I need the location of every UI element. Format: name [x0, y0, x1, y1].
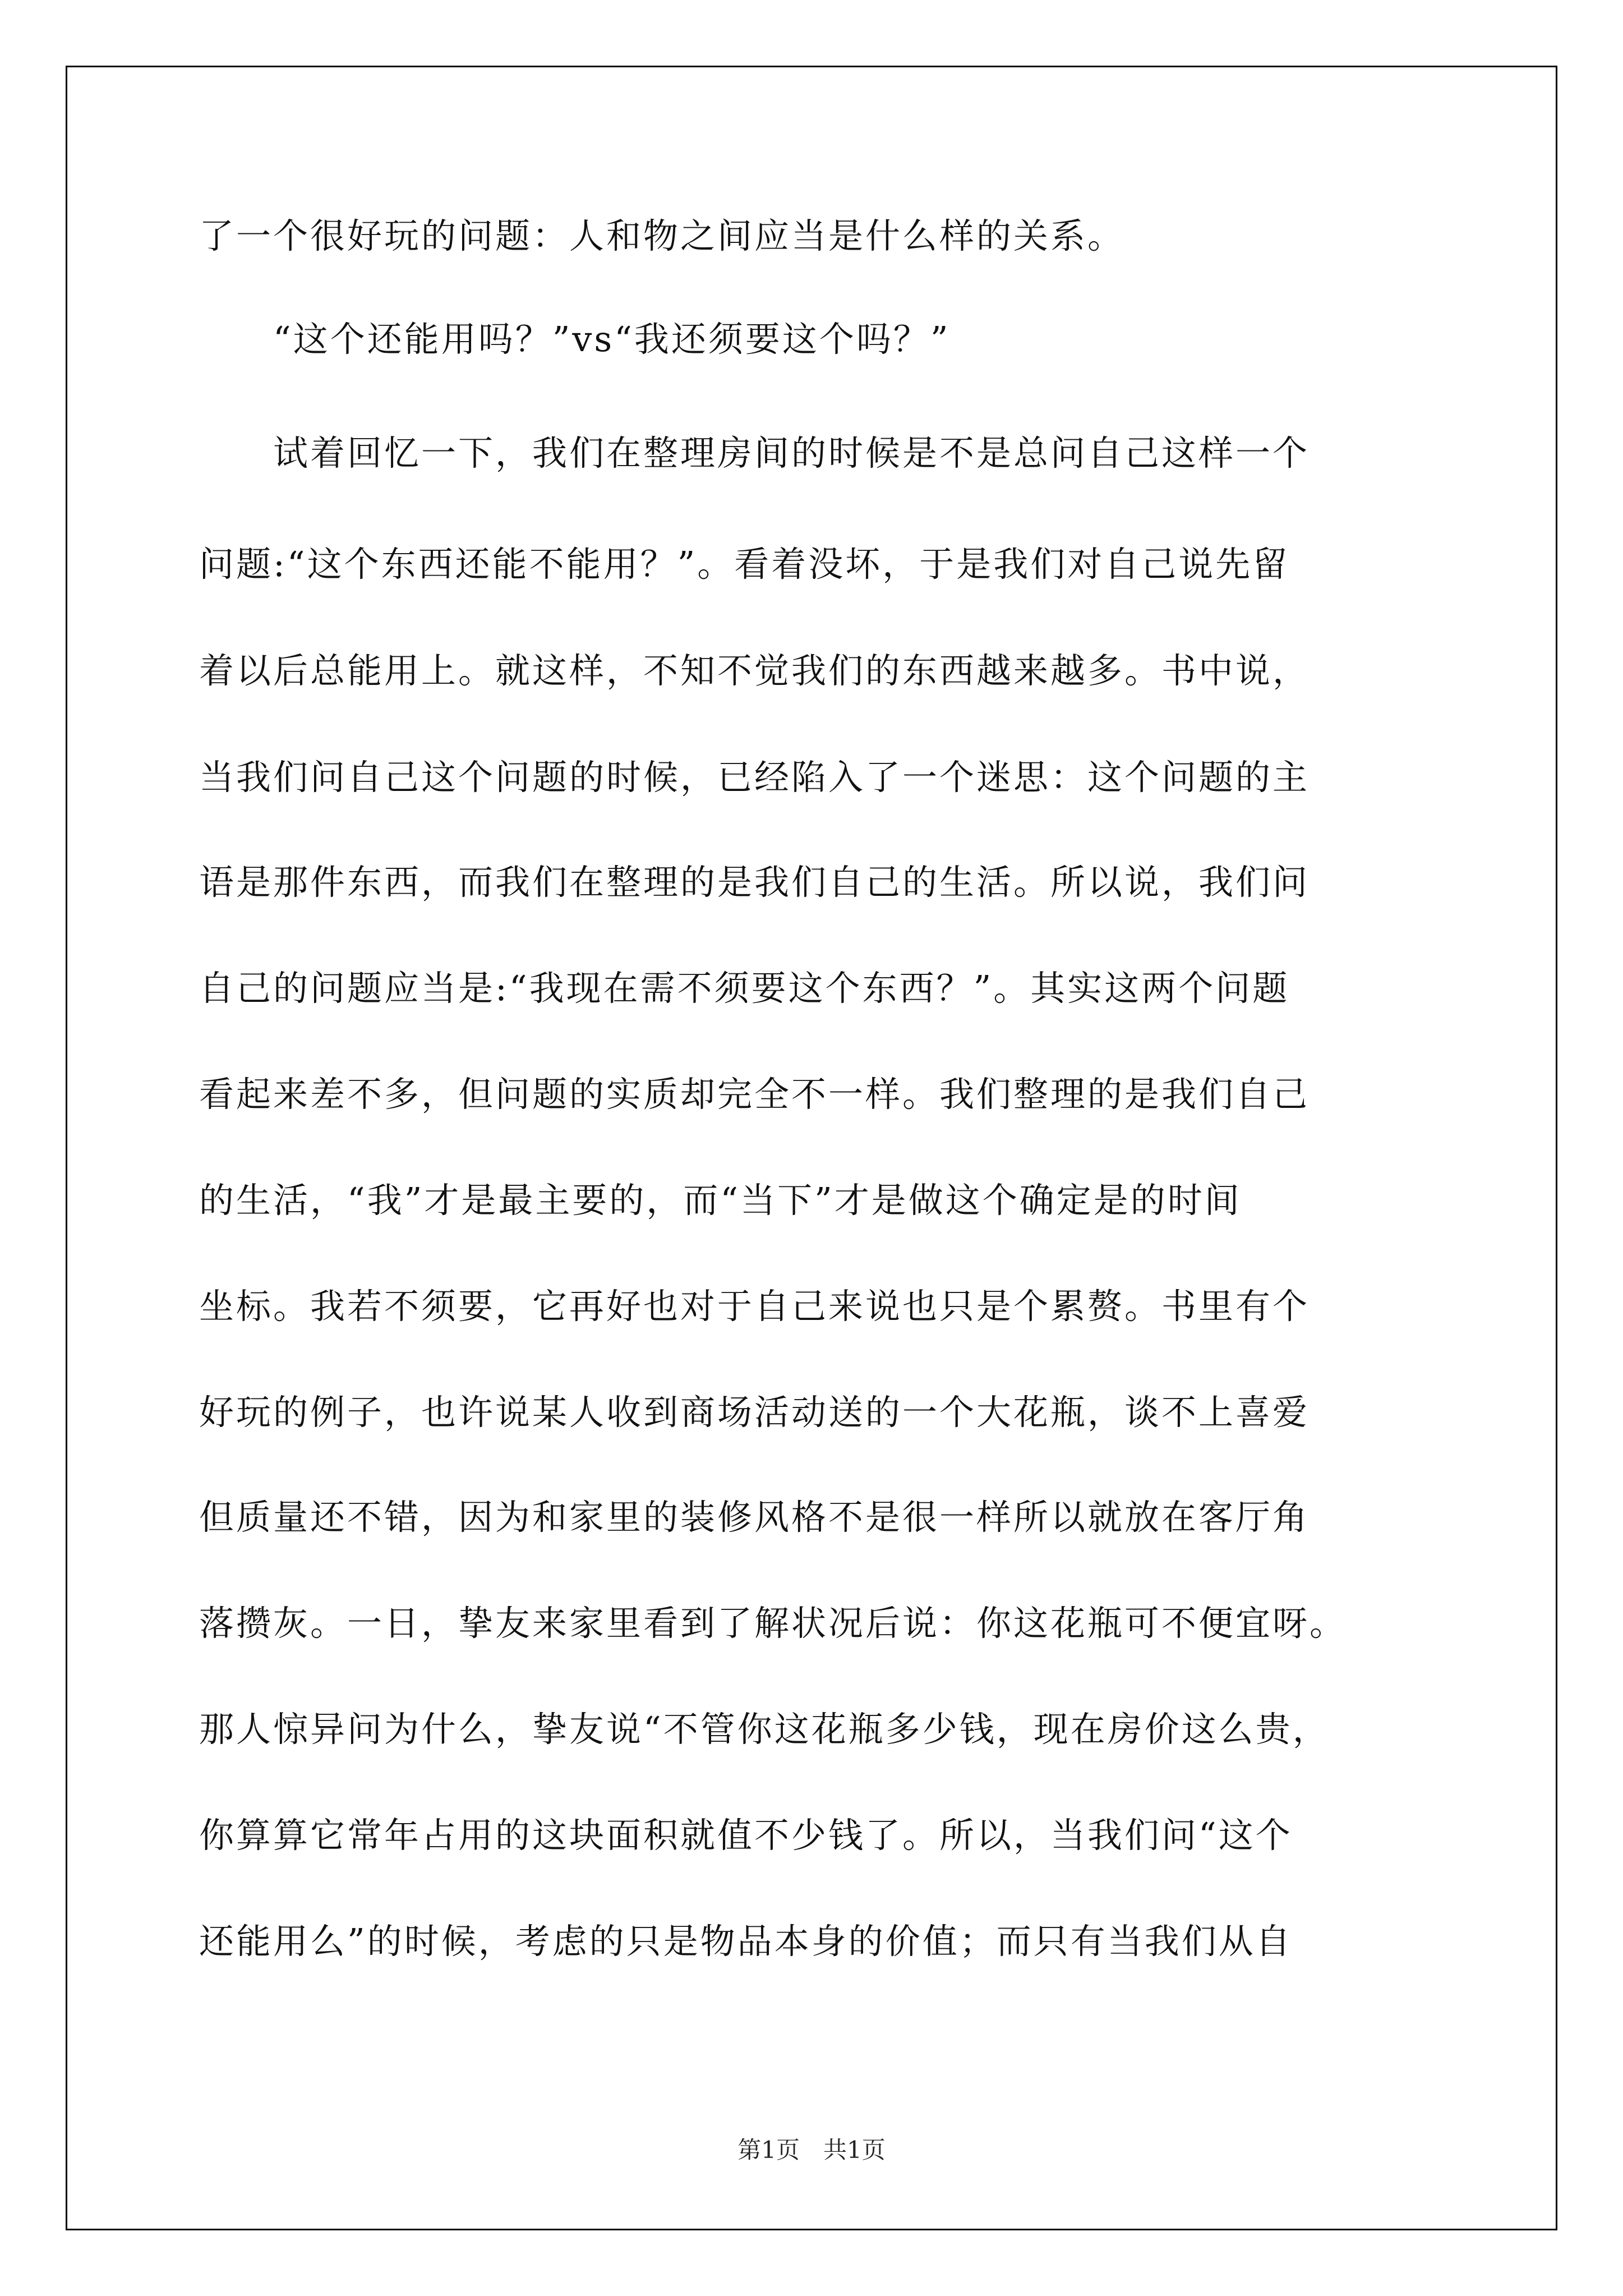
text-line: 落攒灰。一日，挚友来家里看到了解状况后说：你这花瓶可不便宜呀。 — [199, 1603, 1347, 1644]
page-footer: 第1页 共1页 — [737, 2136, 886, 2164]
text-line: 试着回忆一下，我们在整理房间的时候是不是总问自己这样一个 — [199, 432, 1310, 473]
text-line: 还能用么”的时候，考虑的只是物品本身的价值；而只有当我们从自 — [199, 1921, 1293, 1962]
text-line: 看起来差不多，但问题的实质却完全不一样。我们整理的是我们自己 — [199, 1074, 1310, 1115]
page-frame — [66, 66, 1557, 2230]
text-line: 坐标。我若不须要，它再好也对于自己来说也只是个累赘。书里有个 — [199, 1286, 1310, 1327]
text-line: 自己的问题应当是:“我现在需不须要这个东西？”。其实这两个问题 — [199, 968, 1290, 1009]
heading-line: “这个还能用吗？”vs“我还须要这个吗？” — [199, 319, 951, 360]
text-line: 语是那件东西，而我们在整理的是我们自己的生活。所以说，我们问 — [199, 862, 1310, 903]
text-line: 的生活，“我”才是最主要的，而“当下”才是做这个确定是的时间 — [199, 1180, 1242, 1221]
text-line: 了一个很好玩的问题：人和物之间应当是什么样的关系。 — [199, 215, 1125, 256]
text-line: 问题:“这个东西还能不能用？”。看着没坏，于是我们对自己说先留 — [199, 544, 1290, 585]
text-line: 着以后总能用上。就这样，不知不觉我们的东西越来越多。书中说， — [199, 650, 1310, 691]
text-line: 好玩的例子，也许说某人收到商场活动送的一个大花瓶，谈不上喜爱 — [199, 1392, 1310, 1433]
text-line: 你算算它常年占用的这块面积就值不少钱了。所以，当我们问“这个 — [199, 1815, 1293, 1856]
text-line: 当我们问自己这个问题的时候，已经陷入了一个迷思：这个问题的主 — [199, 757, 1310, 798]
text-line: 但质量还不错，因为和家里的装修风格不是很一样所以就放在客厅角 — [199, 1497, 1310, 1538]
text-line: 那人惊异问为什么，挚友说“不管你这花瓶多少钱，现在房价这么贵， — [199, 1709, 1330, 1750]
